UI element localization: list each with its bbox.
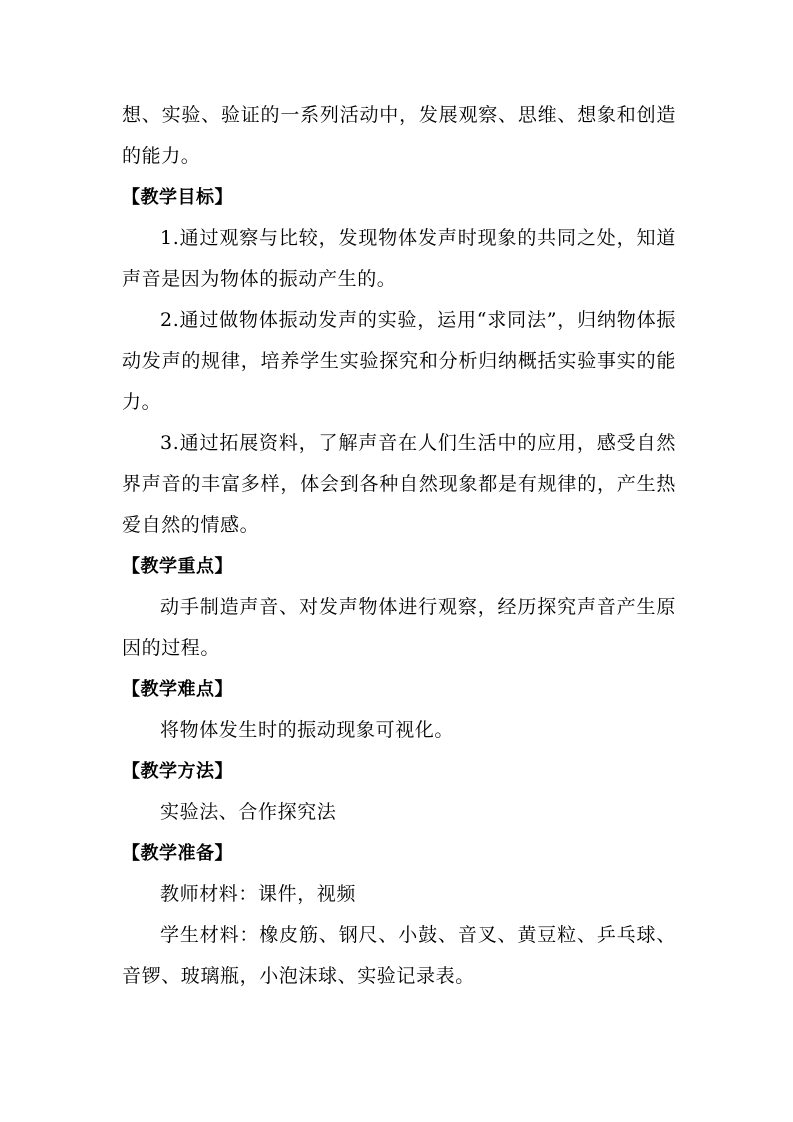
preparation-heading: 【教学准备】 [122,843,233,864]
objective-item-3: 3.通过拓展资料，了解声音在人们生活中的应用，感受自然界声音的丰富多样，体会到各种自然现象都是有规律的，产生热爱自然的情感。 [122,432,676,536]
methods-text: 实验法、合作探究法 [160,801,337,823]
document-page [122,95,676,997]
difficulties-heading: 【教学难点】 [122,679,233,700]
teacher-materials: 教师材料：课件，视频 [160,883,357,905]
student-materials: 学生材料：橡皮筋、钢尺、小鼓、音叉、黄豆粒、乒乓球、音锣、玻璃瓶，小泡沫球、实验记录表。 [122,924,676,987]
key-points-heading: 【教学重点】 [122,556,233,577]
key-points-text: 动手制造声音、对发声物体进行观察，经历探究声音产生原因的过程。 [122,596,676,659]
objective-item-1: 1.通过观察与比较，发现物体发声时现象的共同之处，知道声音是因为物体的振动产生的。 [122,227,676,290]
intro-paragraph: 想、实验、验证的一系列活动中，发展观察、思维、想象和创造的能力。 [122,104,676,167]
methods-heading: 【教学方法】 [122,761,233,782]
objectives-heading: 【教学目标】 [122,187,233,208]
difficulties-text: 将物体发生时的振动现象可视化。 [160,719,455,741]
objective-item-2: 2.通过做物体振动发声的实验，运用“求同法”，归纳物体振动发声的规律，培养学生实验探究和分析归纳概括实验事实的能力。 [122,309,676,413]
